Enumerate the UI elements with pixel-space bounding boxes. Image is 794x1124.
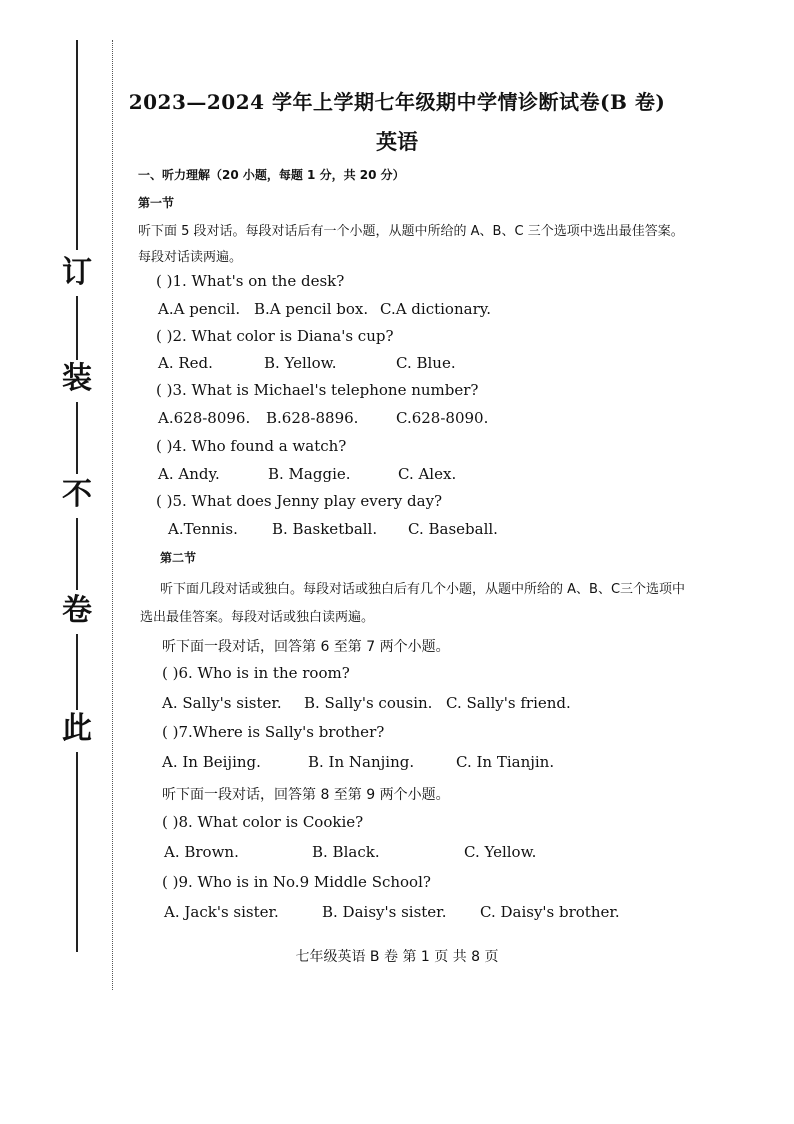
option-a: A.Tennis. bbox=[168, 520, 238, 538]
option-a: A. Brown. bbox=[164, 843, 239, 861]
question-4: ( )4. Who found a watch? bbox=[156, 437, 347, 455]
cut-line bbox=[112, 40, 113, 990]
option-c: C. Sally's friend. bbox=[446, 694, 571, 712]
margin-line bbox=[76, 752, 78, 952]
exam-title: 2023—2024 学年上学期七年级期中学情诊断试卷(B 卷) bbox=[128, 90, 666, 114]
option-c: C. In Tianjin. bbox=[456, 753, 555, 771]
option-b: B. Maggie. bbox=[268, 465, 351, 483]
instruction-text: 听下面 5 段对话。每段对话后有一个小题，从题中所给的 A、B、C 三个选项中选出最佳答案。 bbox=[138, 224, 684, 239]
dialog-instruction: 听下面一段对话，回答第 8 至第 9 两个小题。 bbox=[162, 787, 450, 803]
option-c: C. Baseball. bbox=[408, 520, 498, 538]
instruction-text: 选出最佳答案。每段对话或独白读两遍。 bbox=[140, 610, 375, 625]
question-9: ( )9. Who is in No.9 Middle School? bbox=[162, 873, 431, 891]
option-c: C. Blue. bbox=[396, 354, 456, 372]
option-a: A.A pencil. bbox=[158, 300, 241, 318]
option-c: C. Yellow. bbox=[464, 843, 537, 861]
option-c: C. Alex. bbox=[398, 465, 457, 483]
margin-line bbox=[76, 296, 78, 360]
question-8: ( )8. What color is Cookie? bbox=[162, 813, 364, 831]
question-7: ( )7.Where is Sally's brother? bbox=[162, 723, 385, 741]
margin-char-ci: 此 bbox=[62, 711, 92, 746]
margin-line bbox=[76, 402, 78, 474]
option-a: A. Andy. bbox=[158, 465, 220, 483]
option-b: B. Black. bbox=[312, 843, 380, 861]
option-b: B.628-8896. bbox=[266, 409, 359, 427]
option-b: B. Yellow. bbox=[264, 354, 337, 372]
option-a: A.628-8096. bbox=[158, 409, 251, 427]
option-a: A. Sally's sister. bbox=[162, 694, 282, 712]
option-b: B. Sally's cousin. bbox=[304, 694, 433, 712]
margin-char-bu: 不 bbox=[62, 477, 92, 512]
margin-line bbox=[76, 518, 78, 590]
option-b: B. Basketball. bbox=[272, 520, 378, 538]
page-footer: 七年级英语 B 卷 第 1 页 共 8 页 bbox=[295, 949, 499, 965]
question-5: ( )5. What does Jenny play every day? bbox=[156, 492, 443, 510]
option-c: C.628-8090. bbox=[396, 409, 489, 427]
question-2: ( )2. What color is Diana's cup? bbox=[156, 327, 394, 345]
option-b: B.A pencil box. bbox=[254, 300, 369, 318]
option-a: A. Jack's sister. bbox=[164, 903, 279, 921]
option-c: C.A dictionary. bbox=[380, 300, 491, 318]
dialog-instruction: 听下面一段对话，回答第 6 至第 7 两个小题。 bbox=[162, 639, 450, 655]
option-b: B. Daisy's sister. bbox=[322, 903, 447, 921]
option-a: A. In Beijing. bbox=[162, 753, 261, 771]
margin-char-zhuang: 装 bbox=[62, 361, 92, 396]
instruction-text: 每段对话读两遍。 bbox=[138, 250, 243, 265]
question-6: ( )6. Who is in the room? bbox=[162, 664, 350, 682]
part-heading: 一、听力理解（20 小题，每题 1 分，共 20 分） bbox=[138, 168, 405, 182]
instruction-text: 听下面几段对话或独白。每段对话或独白后有几个小题，从题中所给的 A、B、C三个选项中 bbox=[160, 582, 686, 597]
question-1: ( )1. What's on the desk? bbox=[156, 272, 345, 290]
question-3: ( )3. What is Michael's telephone number? bbox=[156, 381, 479, 399]
margin-char-ding: 订 bbox=[62, 255, 92, 290]
subject-title: 英语 bbox=[376, 129, 418, 154]
option-b: B. In Nanjing. bbox=[308, 753, 415, 771]
margin-char-juan: 卷 bbox=[62, 593, 92, 628]
section-label: 第一节 bbox=[138, 196, 175, 210]
option-a: A. Red. bbox=[158, 354, 213, 372]
section-label: 第二节 bbox=[160, 551, 197, 565]
margin-line bbox=[76, 634, 78, 710]
option-c: C. Daisy's brother. bbox=[480, 903, 620, 921]
